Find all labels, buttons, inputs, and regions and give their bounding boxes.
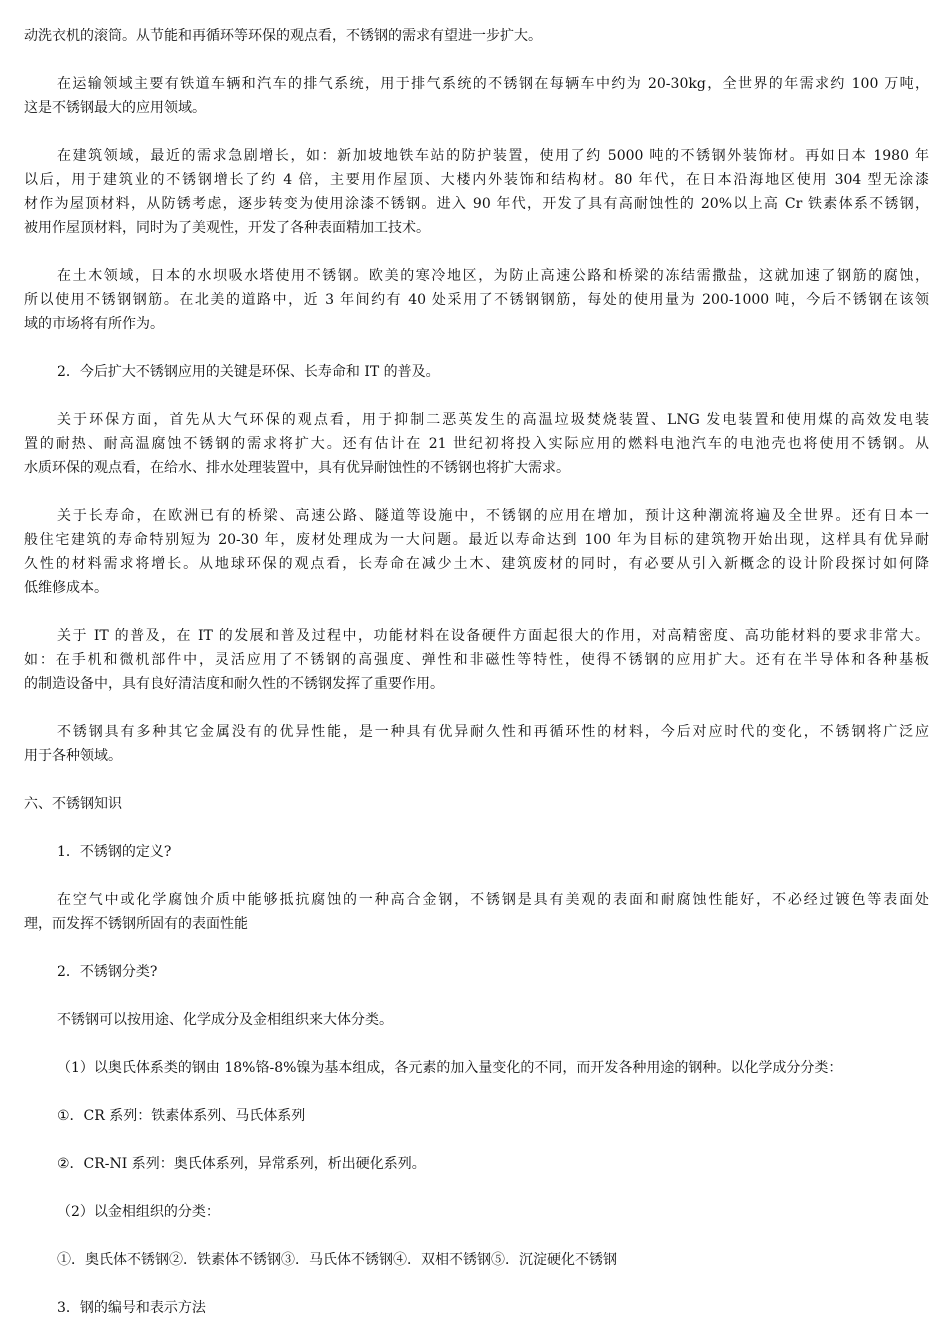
paragraph-line: 这是不锈钢最大的应用领域。 <box>24 100 206 116</box>
paragraph-line: 域的市场将有所作为。 <box>24 316 164 332</box>
paragraph-line: 在运输领域主要有铁道车辆和汽车的排气系统，用于排气系统的不锈钢在每辆车中约为 20-30kg，全世界的年需求约 100 万吨， <box>57 76 929 92</box>
list-item: ①．奥氏体不锈钢②．铁素体不锈钢③．马氏体不锈钢④．双相不锈钢⑤．沉淀硬化不锈钢 <box>57 1252 617 1268</box>
paragraph-line: 不锈钢可以按用途、化学成分及金相组织来大体分类。 <box>57 1012 393 1028</box>
paragraph-line: 关于长寿命，在欧洲已有的桥梁、高速公路、隧道等设施中，不锈钢的应用在增加，预计这种潮流将遍及全世界。还有日本一 <box>57 508 929 524</box>
section-heading: 2．今后扩大不锈钢应用的关键是环保、长寿命和 IT 的普及。 <box>57 364 440 380</box>
paragraph-line: 材作为屋顶材料，从防锈考虑，逐步转变为使用涂漆不锈钢。进入 90 年代，开发了具有高耐蚀性的 20%以上高 Cr 铁素体系不锈钢， <box>24 196 929 212</box>
chapter-heading: 六、不锈钢知识 <box>24 796 122 812</box>
list-item: （2）以金相组织的分类： <box>57 1204 220 1220</box>
paragraph-line: 低维修成本。 <box>24 580 108 596</box>
paragraph-line: 般住宅建筑的寿命特别短为 20-30 年，废材处理成为一大问题。最近以寿命达到 100 年为目标的建筑物开始出现，这样具有优异耐 <box>24 532 929 548</box>
list-item: ①．CR 系列：铁素体系列、马氏体系列 <box>57 1108 306 1124</box>
paragraph-line: 不锈钢具有多种其它金属没有的优异性能，是一种具有优异耐久性和再循环性的材料，今后对应时代的变化，不锈钢将广泛应 <box>57 724 929 740</box>
paragraph-line: 置的耐热、耐高温腐蚀不锈钢的需求将扩大。还有估计在 21 世纪初将投入实际应用的燃料电池汽车的电池壳也将使用不锈钢。从 <box>24 436 929 452</box>
paragraph-line: 在空气中或化学腐蚀介质中能够抵抗腐蚀的一种高合金钢，不锈钢是具有美观的表面和耐腐蚀性能好，不必经过镀色等表面处 <box>57 892 929 908</box>
paragraph-line: 水质环保的观点看，在给水、排水处理装置中，具有优异耐蚀性的不锈钢也将扩大需求。 <box>24 460 570 476</box>
paragraph-line: 以后，用于建筑业的不锈钢增长了约 4 倍，主要用作屋顶、大楼内外装饰和结构材。80 年代，在日本沿海地区使用 304 型无涂漆 <box>24 172 929 188</box>
paragraph-line: 理，而发挥不锈钢所固有的表面性能 <box>24 916 248 932</box>
paragraph-line: 动洗衣机的滚筒。从节能和再循环等环保的观点看，不锈钢的需求有望进一步扩大。 <box>24 28 542 44</box>
paragraph-line: 关于环保方面，首先从大气环保的观点看，用于抑制二恶英发生的高温垃圾焚烧装置、LNG 发电装置和使用煤的高效发电装 <box>57 412 929 428</box>
paragraph-line: 如：在手机和微机部件中，灵活应用了不锈钢的高强度、弹性和非磁性等特性，使得不锈钢的应用扩大。还有在半导体和各种基板 <box>24 652 929 668</box>
paragraph-line: 的制造设备中，具有良好清洁度和耐久性的不锈钢发挥了重要作用。 <box>24 676 444 692</box>
paragraph-line: 被用作屋顶材料，同时为了美观性，开发了各种表面精加工技术。 <box>24 220 430 236</box>
paragraph-line: 久性的材料需求将增长。从地球环保的观点看，长寿命在减少土木、建筑废材的同时，有必要从引入新概念的设计阶段探讨如何降 <box>24 556 929 572</box>
section-heading: 1．不锈钢的定义? <box>57 844 172 860</box>
paragraph-line: 在建筑领域，最近的需求急剧增长，如：新加坡地铁车站的防护装置，使用了约 5000 吨的不锈钢外装饰材。再如日本 1980 年 <box>57 148 929 164</box>
paragraph-line: 用于各种领域。 <box>24 748 122 764</box>
list-item: （1）以奥氏体系类的钢由 18%铬-8%镍为基本组成，各元素的加入量变化的不同，而开发各种用途的钢种。以化学成分分类： <box>57 1060 843 1076</box>
section-heading: 2．不锈钢分类? <box>57 964 158 980</box>
paragraph-line: 在土木领域，日本的水坝吸水塔使用不锈钢。欧美的寒冷地区，为防止高速公路和桥梁的冻结需撒盐，这就加速了钢筋的腐蚀， <box>57 268 929 284</box>
paragraph-line: 所以使用不锈钢钢筋。在北美的道路中，近 3 年间约有 40 处采用了不锈钢钢筋，每处的使用量为 200-1000 吨，今后不锈钢在该领 <box>24 292 929 308</box>
section-heading: 3．钢的编号和表示方法 <box>57 1300 206 1316</box>
list-item: ②．CR-NI 系列：奥氏体系列，异常系列，析出硬化系列。 <box>57 1156 426 1172</box>
paragraph-line: 关于 IT 的普及，在 IT 的发展和普及过程中，功能材料在设备硬件方面起很大的作用，对高精密度、高功能材料的要求非常大。 <box>57 628 929 644</box>
